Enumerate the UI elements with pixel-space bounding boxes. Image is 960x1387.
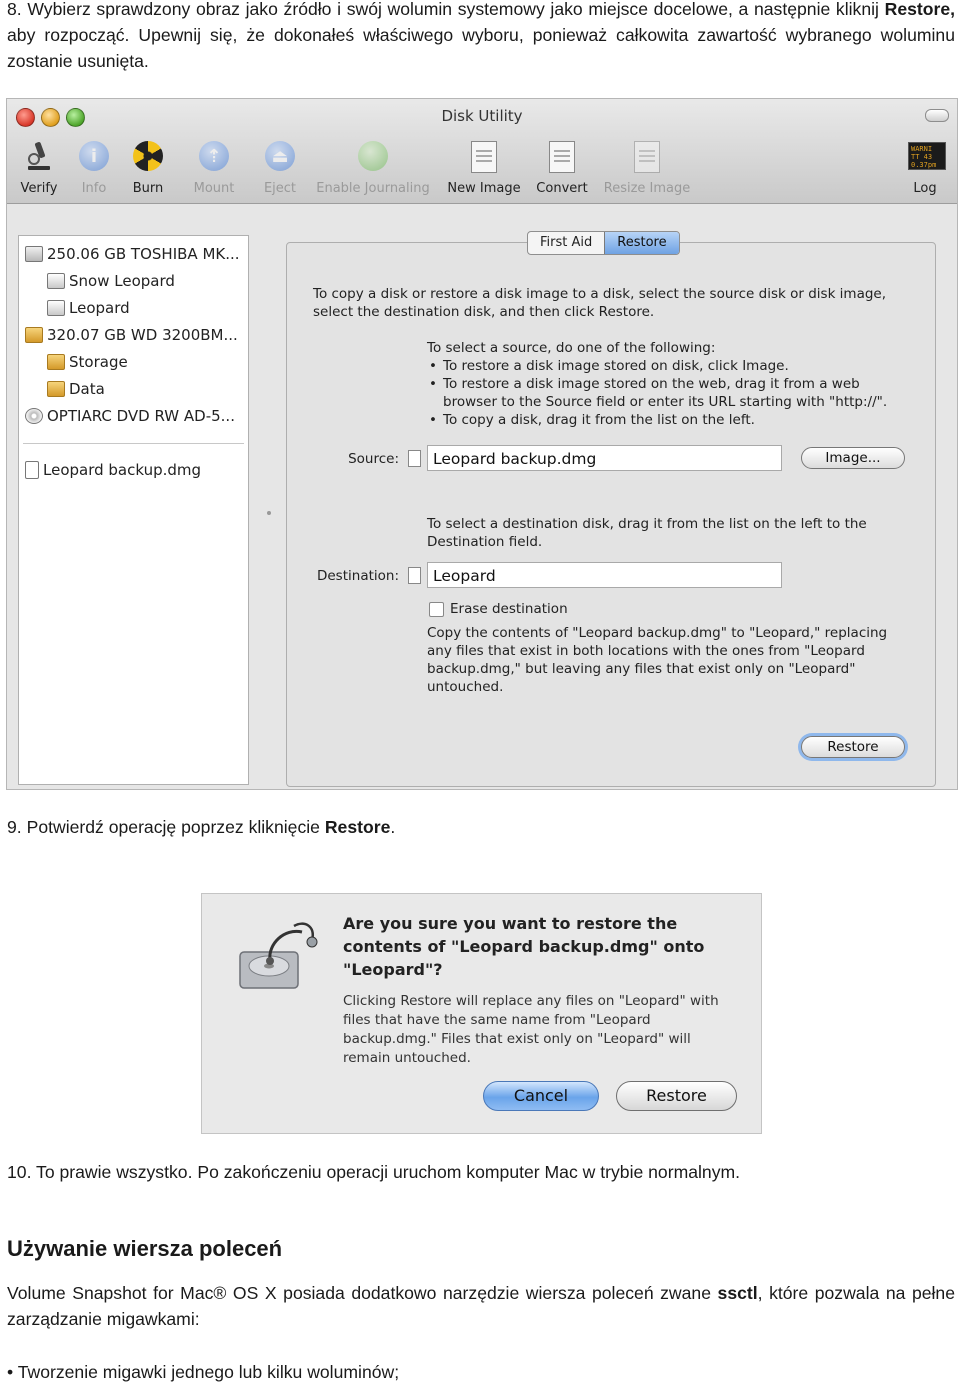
mount-icon: ⇡ xyxy=(199,141,229,171)
destination-field[interactable]: Leopard xyxy=(427,562,782,588)
toolbar-info-label: Info xyxy=(81,181,107,196)
step-8-bold: Restore, xyxy=(884,0,956,19)
tab-first-aid[interactable]: First Aid xyxy=(540,235,593,250)
tab-restore[interactable]: Restore xyxy=(604,232,678,254)
external-disk-icon xyxy=(25,327,43,343)
section-text-after: , które pozwala na pełne zarządzanie migawkami: xyxy=(7,1283,955,1329)
sidebar-separator xyxy=(23,443,244,444)
toolbar-eject-label: Eject xyxy=(263,181,297,196)
log-icon: WARNI TT 43 0.37pm xyxy=(908,142,946,170)
window-titlebar xyxy=(7,99,957,204)
cancel-button[interactable]: Cancel xyxy=(483,1081,599,1111)
source-doc-icon xyxy=(408,450,421,467)
step-8-text-before: Wybierz sprawdzony obraz jako źródło i swój wolumin systemowy jako miejsce docelowe, a następnie kliknij xyxy=(27,0,879,19)
sidebar-item-label: 250.06 GB TOSHIBA MK... xyxy=(47,245,240,263)
toolbar-log-button[interactable] xyxy=(905,139,945,199)
toolbar-verify-label: Verify xyxy=(20,181,58,196)
toolbar-convert-label: Convert xyxy=(536,181,588,196)
dialog-restore-button[interactable]: Restore xyxy=(616,1081,737,1111)
external-volume-icon xyxy=(47,354,65,370)
sidebar-item-label: Snow Leopard xyxy=(69,272,175,290)
sidebar-item-snow-leopard[interactable] xyxy=(47,270,175,292)
sidebar-item-label: 320.07 GB WD 3200BM... xyxy=(47,326,238,344)
source-help-item-1: To restore a disk image stored on disk, click Image. xyxy=(443,358,789,374)
convert-icon xyxy=(549,141,575,173)
sidebar-item-label: Leopard xyxy=(69,299,130,317)
sidebar-item-leopard[interactable] xyxy=(47,297,130,319)
sidebar-item-label: Leopard backup.dmg xyxy=(43,461,202,479)
toolbar-new-image-button[interactable] xyxy=(447,139,521,199)
toolbar-new-image-label: New Image xyxy=(447,181,521,196)
split-view-handle[interactable] xyxy=(267,511,271,515)
sidebar-item-label: Data xyxy=(69,380,105,398)
disk-image-icon xyxy=(25,461,39,479)
step-9-end: . xyxy=(390,817,396,837)
sidebar-item-dvd-drive[interactable] xyxy=(25,405,235,427)
image-button[interactable]: Image... xyxy=(801,447,905,469)
eject-icon: ⏏ xyxy=(265,141,295,171)
section-paragraph xyxy=(7,1280,955,1332)
step-9-text: Potwierdź operację poprzez kliknięcie xyxy=(26,817,320,837)
toolbar-eject-button[interactable] xyxy=(263,139,297,199)
toolbar-mount-button[interactable] xyxy=(193,139,235,199)
sidebar-item-data[interactable] xyxy=(47,378,105,400)
bullet-2: • xyxy=(429,376,437,392)
sidebar-item-wd-disk[interactable] xyxy=(25,324,238,346)
toolbar-burn-button[interactable] xyxy=(131,139,165,199)
copy-note-text: Copy the contents of "Leopard backup.dmg" to "Leopard," replacing any files that exist in both locations with the ones from "Leopard backup.dmg," but leaving any files that exist only on "Leopard" untouched. xyxy=(427,625,888,695)
sidebar-item-toshiba-disk[interactable] xyxy=(25,243,240,265)
toolbar-resize-image-button[interactable] xyxy=(603,139,691,199)
hard-disk-icon xyxy=(25,246,43,262)
bullet-1: • xyxy=(429,358,437,374)
source-label: Source: xyxy=(348,451,399,467)
info-icon: i xyxy=(79,141,109,171)
microscope-icon xyxy=(22,139,56,173)
destination-label: Destination: xyxy=(316,568,399,584)
volume-icon xyxy=(47,273,65,289)
journaling-icon xyxy=(358,141,388,171)
optical-drive-icon xyxy=(25,408,43,424)
external-volume-icon xyxy=(47,381,65,397)
toolbar-enable-journaling-button[interactable] xyxy=(316,139,430,199)
step-8-number: 8. xyxy=(7,0,22,19)
toolbar-convert-button[interactable] xyxy=(536,139,588,199)
restore-confirm-dialog xyxy=(201,893,762,1134)
burn-icon xyxy=(133,141,163,171)
restore-button[interactable]: Restore xyxy=(801,736,905,758)
disk-utility-window xyxy=(6,98,958,790)
section-heading: Używanie wiersza poleceń xyxy=(7,1236,283,1261)
disk-list-sidebar xyxy=(18,235,249,785)
source-help-item-2: To restore a disk image stored on the web, drag it from a web browser to the Source field or enter its URL starting with "http://". xyxy=(443,376,888,410)
step-9-bold: Restore xyxy=(324,817,391,837)
bullet-item: • Tworzenie migawki jednego lub kilku woluminów; xyxy=(7,1362,400,1382)
destination-disk-icon xyxy=(408,567,421,584)
dialog-title: Are you sure you want to restore the contents of "Leopard backup.dmg" onto "Leopard"? xyxy=(343,914,705,979)
sidebar-item-leopard-backup-dmg[interactable] xyxy=(25,459,201,481)
toolbar-mount-label: Mount xyxy=(193,181,235,196)
window-title: Disk Utility xyxy=(441,107,523,125)
toolbar-info-button[interactable] xyxy=(77,139,111,199)
volume-icon xyxy=(47,300,65,316)
bullet-3: • xyxy=(429,412,437,428)
step-9-paragraph xyxy=(7,814,955,840)
source-help-item-3: To copy a disk, drag it from the list on the left. xyxy=(443,412,755,428)
step-9-number: 9. xyxy=(7,817,22,837)
tab-bar xyxy=(527,231,680,255)
erase-destination-checkbox[interactable] xyxy=(429,602,444,617)
step-8-paragraph xyxy=(7,0,955,74)
section-command-name: ssctl xyxy=(717,1283,758,1303)
sidebar-item-label: Storage xyxy=(69,353,128,371)
dialog-message: Clicking Restore will replace any files on "Leopard" with files that have the same name from "Leopard backup.dmg." Files that exist only on "Leopard" will remain untouched. xyxy=(343,993,719,1066)
toolbar-burn-label: Burn xyxy=(132,181,164,196)
section-text-before: Volume Snapshot for Mac® OS X posiada dodatkowo narzędzie wiersza poleceń zwane xyxy=(7,1283,711,1303)
sidebar-item-storage[interactable] xyxy=(47,351,128,373)
toolbar-enable-journaling-label: Enable Journaling xyxy=(316,181,430,196)
toolbar-toggle-button[interactable] xyxy=(925,109,949,122)
disk-utility-app-icon xyxy=(232,914,322,1004)
toolbar-verify-button[interactable] xyxy=(19,139,59,199)
source-field[interactable]: Leopard backup.dmg xyxy=(427,445,782,471)
destination-help-text: To select a destination disk, drag it from the list on the left to the Destination field. xyxy=(427,516,867,550)
new-image-icon xyxy=(471,141,497,173)
toolbar-resize-image-label: Resize Image xyxy=(603,181,691,196)
resize-image-icon xyxy=(634,141,660,173)
toolbar-log-label: Log xyxy=(913,181,937,196)
sidebar-item-label: OPTIARC DVD RW AD-5... xyxy=(47,407,235,425)
erase-destination-label: Erase destination xyxy=(450,601,568,617)
step-10-paragraph: 10. To prawie wszystko. Po zakończeniu operacji uruchom komputer Mac w trybie normalnym. xyxy=(7,1162,741,1182)
restore-intro-text: To copy a disk or restore a disk image to a disk, select the source disk or disk image, select the destination disk, and then click Restore. xyxy=(313,286,887,320)
source-help-title: To select a source, do one of the following: xyxy=(427,340,716,356)
step-8-text-after: aby rozpocząć. Upewnij się, że dokonałeś właściwego wyboru, ponieważ całkowita zawartość wybranego woluminu zostanie usunięta. xyxy=(7,25,955,71)
